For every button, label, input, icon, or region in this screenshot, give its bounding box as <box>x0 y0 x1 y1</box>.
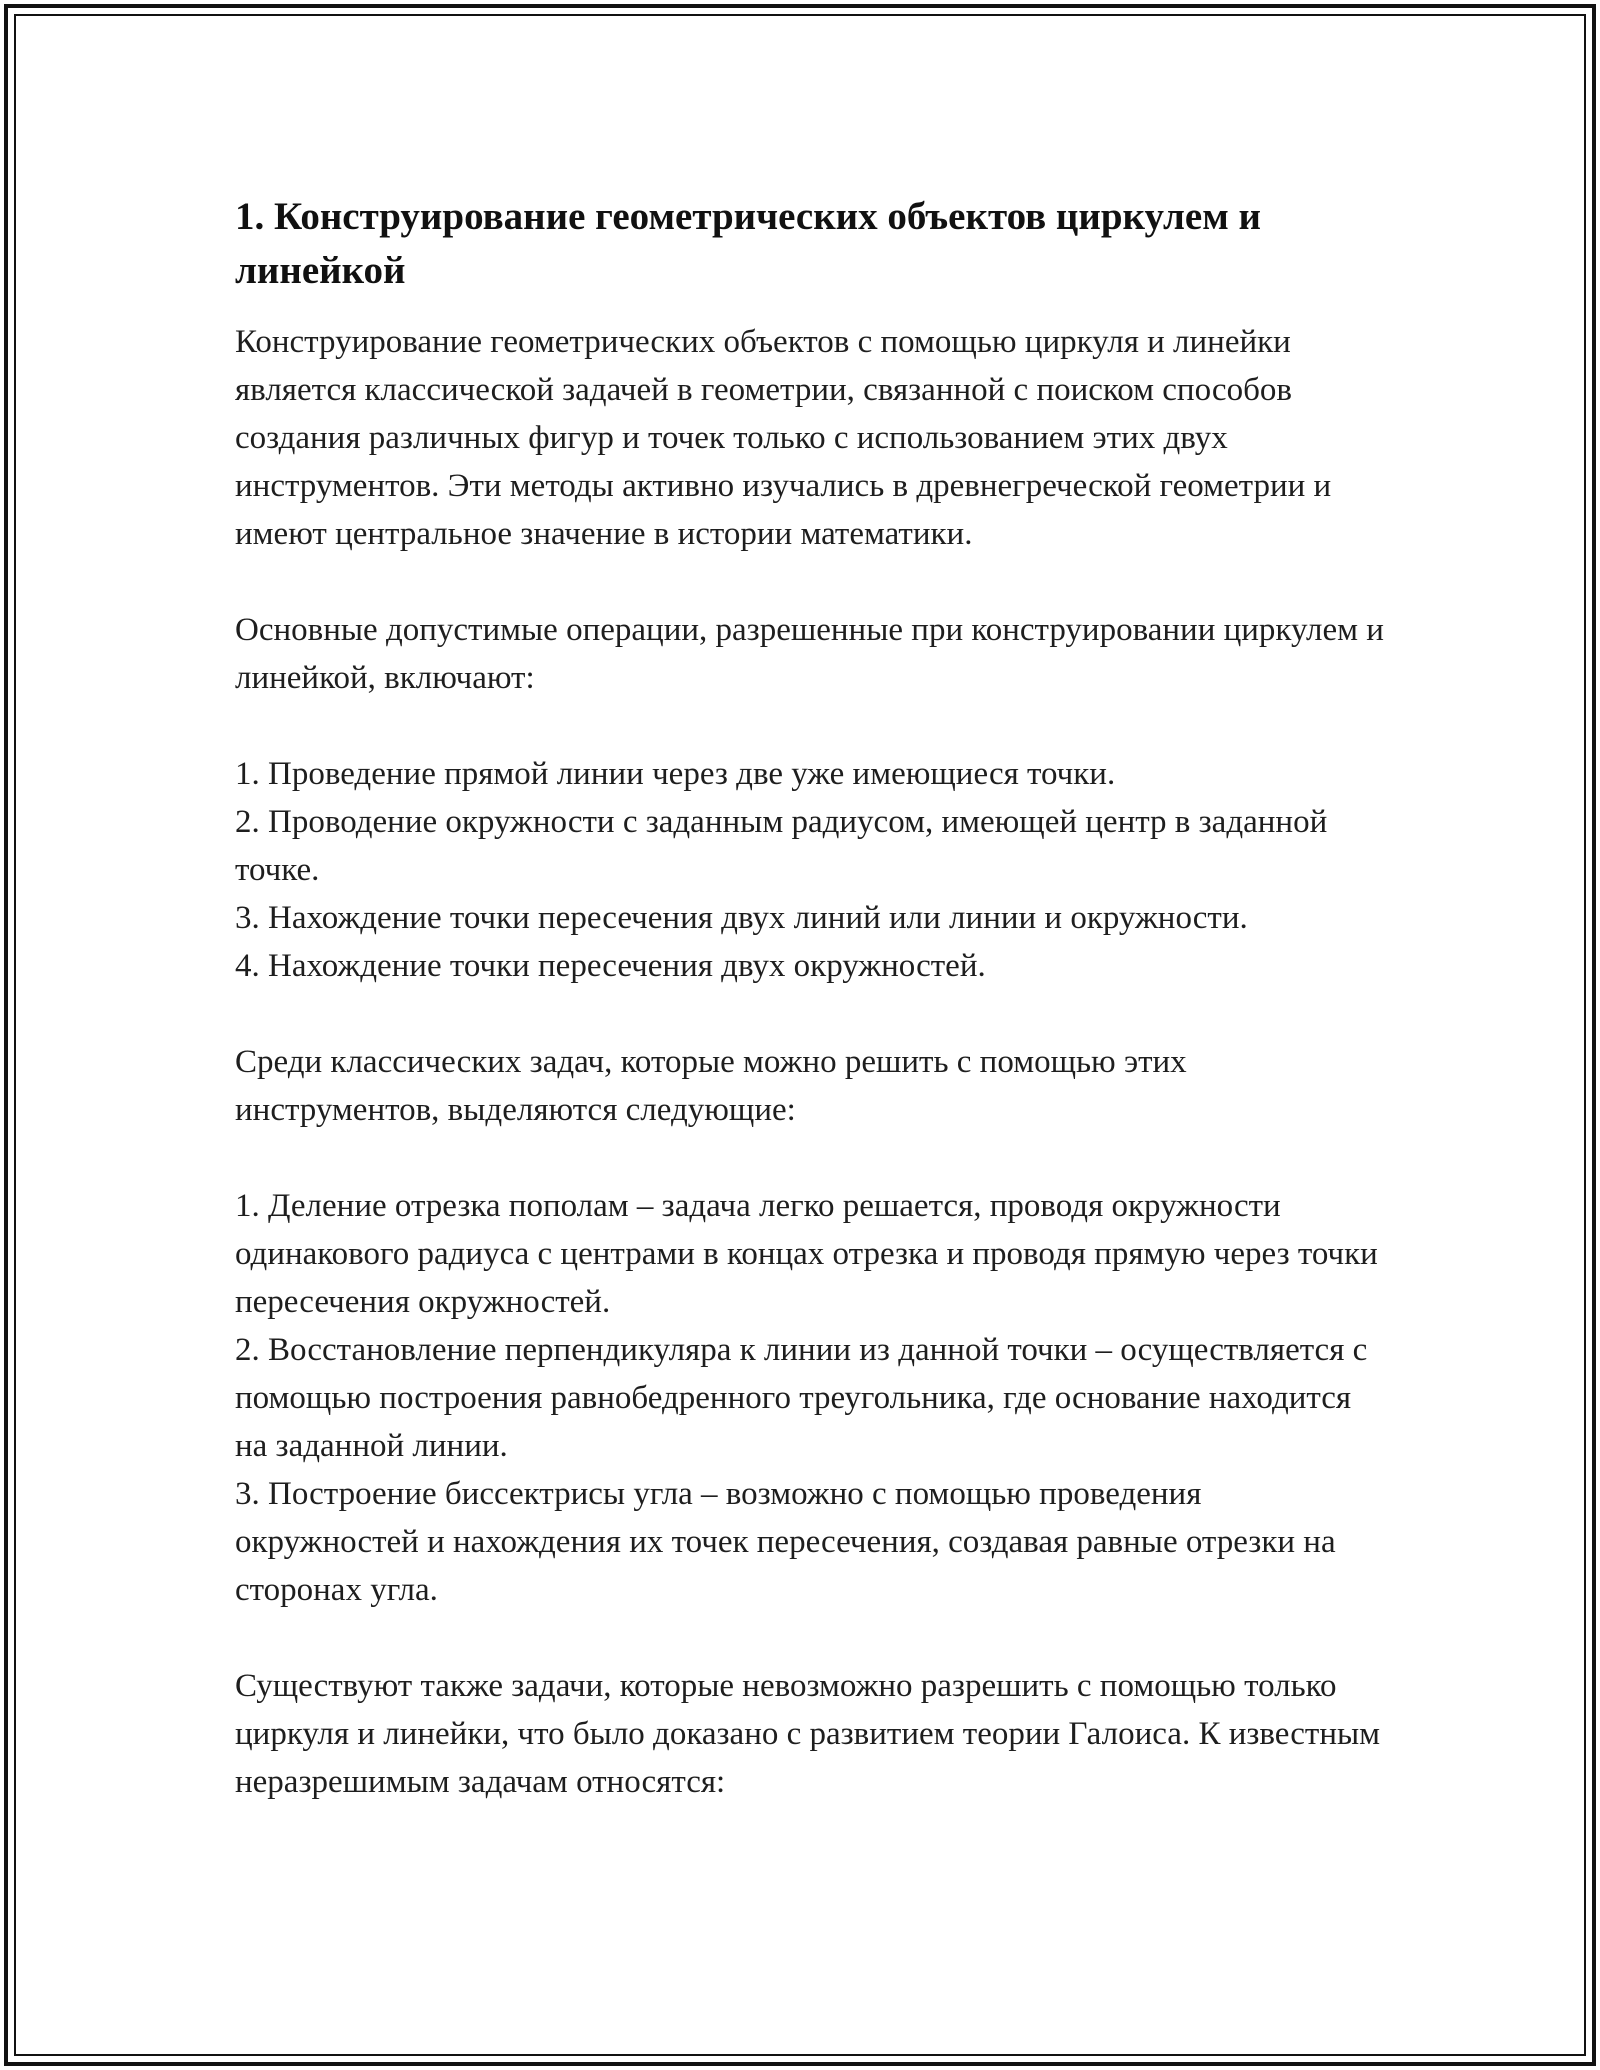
paragraph-spacer <box>235 1134 1385 1182</box>
operations-list-item: 3. Нахождение точки пересечения двух линий или линии и окружности. <box>235 900 1248 936</box>
tasks-list <box>235 1182 1385 1614</box>
operations-intro-paragraph: Основные допустимые операции, разрешенные при конструировании циркулем и линейкой, включают: <box>235 612 1384 696</box>
operations-list <box>235 750 1385 990</box>
document-body <box>235 190 1385 1806</box>
paragraph-spacer <box>235 558 1385 606</box>
paragraph-spacer <box>235 1614 1385 1662</box>
intro-paragraph: Конструирование геометрических объектов с помощью циркуля и линейки является классической задачей в геометрии, связанной с поиском способов создания различных фигур и точек только с использованием этих двух инструментов. Эти методы активно изучались в древнегреческой геометрии и имеют центральное значение в истории математики. <box>235 324 1332 552</box>
operations-list-item: 1. Проведение прямой линии через две уже имеющиеся точки. <box>235 756 1116 792</box>
section-heading: 1. Конструирование геометрических объектов циркулем и линейкой <box>235 195 1261 292</box>
unsolvable-intro-paragraph: Существуют также задачи, которые невозможно разрешить с помощью только циркуля и линейки, что было доказано с развитием теории Галоиса. К известным неразрешимым задачам относятся: <box>235 1668 1381 1800</box>
paragraph-spacer <box>235 990 1385 1038</box>
tasks-intro-paragraph: Среди классических задач, которые можно решить с помощью этих инструментов, выделяются следующие: <box>235 1044 1187 1128</box>
tasks-list-item: 2. Восстановление перпендикуляра к линии из данной точки – осуществляется с помощью построения равнобедренного треугольника, где основание находится на заданной линии. <box>235 1332 1368 1464</box>
operations-list-item: 4. Нахождение точки пересечения двух окружностей. <box>235 948 986 984</box>
tasks-list-item: 3. Построение биссектрисы угла – возможно с помощью проведения окружностей и нахождения их точек пересечения, создавая равные отрезки на сторонах угла. <box>235 1476 1336 1608</box>
operations-list-item: 2. Проводение окружности с заданным радиусом, имеющей центр в заданной точке. <box>235 804 1328 888</box>
paragraph-spacer <box>235 702 1385 750</box>
tasks-list-item: 1. Деление отрезка пополам – задача легко решается, проводя окружности одинакового радиуса с центрами в концах отрезка и проводя прямую через точки пересечения окружностей. <box>235 1188 1378 1320</box>
